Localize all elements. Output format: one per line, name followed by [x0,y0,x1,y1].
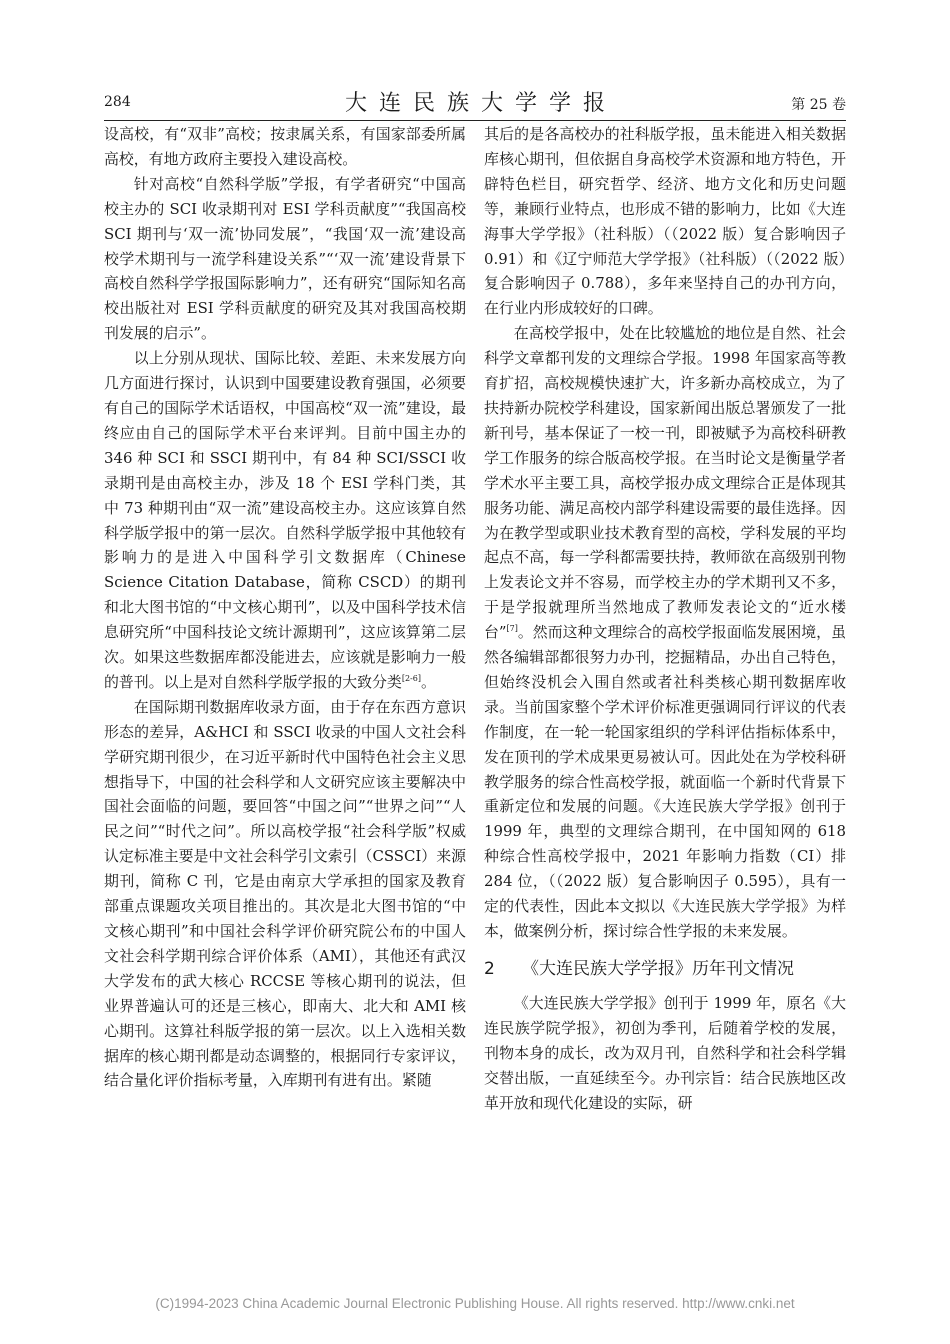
paragraph-text: 其后的是各高校办的社科版学报，虽未能进入相关数据库核心期刊，但依据自身高校学术资源和地方特色，开辟特色栏目，研究哲学、经济、地方文化和历史问题等，兼顾行业特点，也形成不错的影响力，比如《大连海事大学学报》（社科版）（（2022 版）复合影响因子 0.91）和《辽宁师范大学学报》（社科版）（（2022 版）复合影响因子 0.788），多年来坚持自己的办刊方向，在行业内形成较好的口碑。 [484,125,846,318]
section-heading [484,956,846,982]
citation-marker: [7] [506,624,518,634]
page-header [104,86,846,121]
paragraph [104,122,466,172]
journal-title: 大连民族大学学报 [344,91,617,116]
left-column [104,122,466,1272]
paragraph-text: 在高校学报中，处在比较尴尬的地位是自然、社会科学文章都刊发的文理综合学报。1998 年国家高等教育扩招，高校规模快速扩大，许多新办高校成立，为了扶持新办院校学科建设，国家新闻出版总署颁发了一批新刊号，基本保证了一校一刊，即被赋予为高校科研教学工作服务的综合版高校学报。在当时论文是衡量学者学术水平主要工具，高校学报办成文理综合正是体现其服务功能、满足高校内部学科建设需要的最佳选择。因为在教学型或职业技术教育型的高校，学科发展的平均起点不高，每一学科都需要扶持，教师欲在高级别刊物上发表论文并不容易，而学校主办的学术期刊又不多，于是学报就理所当然地成了教师发表论文的“近水楼台” [484,324,846,642]
paragraph-text: 针对高校“自然科学版”学报，有学者研究“中国高校主办的 SCI 收录期刊对 ESI 学科贡献度”“我国高校 SCI 期刊与‘双一流’协同发展”，“我国‘双一流’建设高校学术期刊与一流学科建设关系”“‘双一流’建设背景下高校自然科学学报国际影响力”，还有研究“国际知名高校出版社对 ESI 学科贡献度的研究及其对我国高校期刊发展的启示”。 [104,174,466,343]
citation-marker: [2-6] [401,673,421,683]
paragraph [484,991,846,1116]
page-number: 284 [104,94,131,110]
paragraph [484,122,846,321]
paragraph [484,321,846,944]
paragraph [104,346,466,695]
copyright-footer: (C)1994-2023 China Academic Journal Electronic Publishing House. All rights reserved. http://www.cnki.net [155,1296,795,1311]
paragraph [104,695,466,1094]
right-column [484,122,846,1272]
paragraph-text: 《大连民族大学学报》创刊于 1999 年，原名《大连民族学院学报》，初创为季刊，后随着学校的发展，刊物本身的成长，改为双月刊，自然科学和社会科学辑交替出版，一直延续至今。办刊宗旨：结合民族地区改革开放和现代化建设的实际，研 [484,993,846,1112]
paragraph-text: 以上分别从现状、国际比较、差距、未来发展方向几方面进行探讨，认识到中国要建设教育强国，必须要有自己的国际学术话语权，中国高校“双一流”建设，最终应由自己的国际学术平台来评判。目前中国主办的 346 种 SCI 和 SSCI 期刊中，有 84 种 SCI/SSCI 收录期刊是由高校主办，涉及 18 个 ESI 学科门类，其中 73 种期刊由“双一流”建设高校主办。这应该算自然科学版学报中的第一层次。自然科学版学报中其他较有影响力的是进入中国科学引文数据库（Chinese Science Citation Database，简称 CSCD）的期刊和北大图书馆的“中文核心期刊”，以及中国科学技术信息研究所“中国科技论文统计源期刊”，这应该算第二层次。如果这些数据库都没能进去，应该就是影响力一般的普刊。以上是对自然科学版学报的大致分类 [104,349,466,691]
paragraph-text: 在国际期刊数据库收录方面，由于存在东西方意识形态的差异，A&HCI 和 SSCI 收录的中国人文社会科学研究期刊很少，在习近平新时代中国特色社会主义思想指导下，中国的社会科学和人文研究应该主要解决中国社会面临的问题，要回答“中国之问”“世界之问”“人民之问”“时代之问”。所以高校学报“社会科学版”权威认定标准主要是中文社会科学引文索引（CSSCI）来源期刊，简称 C 刊，它是由南京大学承担的国家及教育部重点课题攻关项目推出的。其次是北大图书馆的“中文核心期刊”和中国社会科学评价研究院公布的中国人文社会科学期刊综合评价体系（AMI），其他还有武汉大学发布的武大核心 RCCSE 等核心期刊的说法，但业界普遍认可的还是三核心，即南大、北大和 AMI 核心期刊。这算社科版学报的第一层次。以上入选相关数据库的核心期刊都是动态调整的，根据同行专家评议，结合量化评价指标考量，入库期刊有进有出。紧随 [104,697,466,1090]
section-title: 《大连民族大学学报》历年刊文情况 [522,958,795,979]
volume-label: 第 25 卷 [791,97,846,113]
paragraph-text-tail: 。 [420,672,436,691]
paragraph-text: 设高校，有“双非”高校；按隶属关系，有国家部委所属高校，有地方政府主要投入建设高校。 [104,125,466,168]
paragraph-text-tail: 。然而这种文理综合的高校学报面临发展困境，虽然各编辑部都很努力办刊，挖掘精品，办出自己特色，但始终没机会入围自然或者社科类核心期刊数据库收录。当前国家整个学术评价标准更强调同行评议的代表作制度，在一轮一轮国家组织的学科评估指标体系中，发在顶刊的学术成果更易被认可。因此处在为学校科研教学服务的综合性高校学报，就面临一个新时代背景下重新定位和发展的问题。《大连民族大学学报》创刊于 1999 年，典型的文理综合期刊，在中国知网的 618 种综合性高校学报中，2021 年影响力指数（CI）排 284 位，（（2022 版）复合影响因子 0.595），具有一定的代表性，因此本文拟以《大连民族大学学报》为样本，做案例分析，探讨综合性学报的未来发展。 [484,623,846,940]
section-number: 2 [484,958,495,979]
paragraph [104,172,466,346]
